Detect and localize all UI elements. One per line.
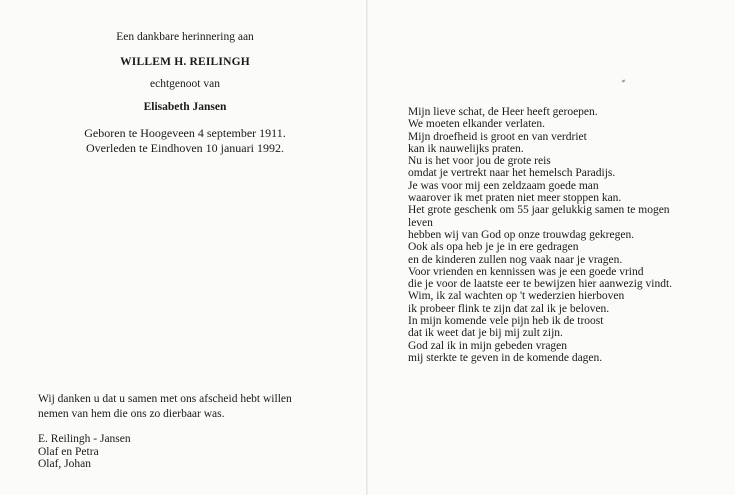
poem-line: die je voor de laatste eer te bewijzen hier aanwezig vindt. <box>408 278 673 291</box>
death-line: Overleden te Eindhoven 10 januari 1992. <box>86 140 284 155</box>
spouse-label: echtgenoot van <box>150 78 220 90</box>
poem-line: Je was voor mij een zeldzaam goede man <box>408 179 599 192</box>
signature-line: Olaf en Petra <box>38 445 99 458</box>
signature-line: E. Reilingh - Jansen <box>38 433 131 445</box>
poem-line: omdat je vertrekt naar het hemelsch Paradijs. <box>408 167 616 180</box>
signatures <box>38 433 131 471</box>
poem-line: waarover ik met praten niet meer stoppen kan. <box>408 192 622 205</box>
birth-line: Geboren te Hoogeveen 4 september 1911. <box>84 126 286 140</box>
poem-line: kan ik nauwelijks praten. <box>408 142 524 155</box>
poem <box>408 106 728 364</box>
poem-line: Mijn droefheid is groot en van verdriet <box>408 130 587 143</box>
right-page <box>368 0 735 495</box>
thanks-line: nemen van hem die ons zo dierbaar was. <box>38 408 225 420</box>
intro-text: Een dankbare herinnering aan <box>116 31 254 43</box>
thanks-text <box>38 392 358 422</box>
poem-line: In mijn komende vele pijn heb ik de troost <box>408 315 604 328</box>
poem-line: Nu is het voor jou de grote reis <box>408 155 551 168</box>
spouse-name: Elisabeth Jansen <box>143 101 227 113</box>
poem-line: mij sterkte te geven in de komende dagen. <box>408 351 603 364</box>
poem-line: leven <box>408 216 433 229</box>
poem-line: Voor vrienden en kennissen was je een goede vrind <box>408 265 644 278</box>
paper-speck <box>622 79 626 82</box>
poem-line: en de kinderen zullen nog vaak naar je vragen. <box>408 253 623 266</box>
deceased-name: WILLEM H. REILINGH <box>120 56 250 68</box>
thanks-line: Wij danken u dat u samen met ons afscheid hebt willen <box>38 393 292 405</box>
poem-line: We moeten elkander verlaten. <box>408 118 546 131</box>
life-dates <box>40 126 330 155</box>
signature-line: Olaf, Johan <box>38 458 92 470</box>
poem-line: Het grote geschenk om 55 jaar gelukkig samen te mogen <box>408 204 670 217</box>
left-page <box>0 0 367 495</box>
poem-line: Mijn lieve schat, de Heer heeft geroepen. <box>408 106 598 118</box>
poem-line: ik probeer flink te zijn dat zal ik je beloven. <box>408 302 610 315</box>
poem-line: hebben wij van God op onze trouwdag gekregen. <box>408 228 635 241</box>
poem-line: dat ik weet dat je bij mij zult zijn. <box>408 327 563 340</box>
poem-line: Ook als opa heb je je in ere gedragen <box>408 241 579 254</box>
poem-line: Wim, ik zal wachten op 't wederzien hierboven <box>408 290 625 303</box>
poem-line: God zal ik in mijn gebeden vragen <box>408 339 568 352</box>
